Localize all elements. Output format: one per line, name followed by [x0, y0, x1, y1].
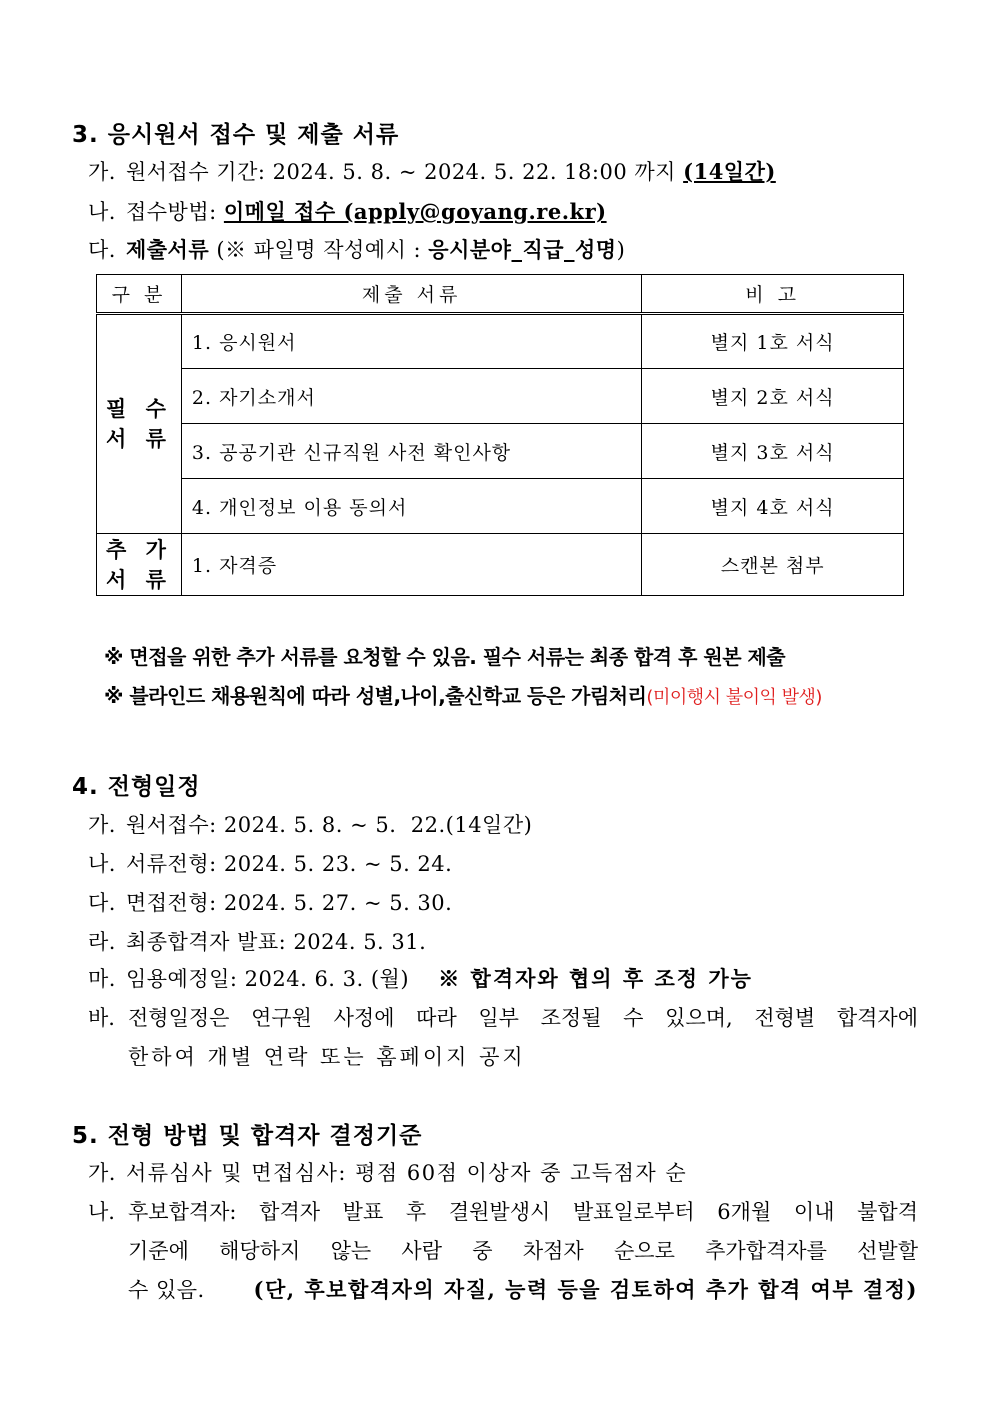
item-label: 다.: [88, 238, 116, 262]
item-label: 가.: [88, 813, 116, 837]
item-bold: (단, 후보합격자의 자질, 능력 등을 검토하여 추가 합격 여부 결정): [253, 1277, 918, 1302]
header-remarks: 비 고: [642, 275, 904, 314]
documents-table: [96, 274, 904, 596]
remark-cell: 별지 3호 서식: [642, 424, 904, 479]
remark-cell: 별지 1호 서식: [642, 314, 904, 369]
section3-item-b: [88, 196, 607, 226]
category-line: 서 류: [106, 426, 172, 451]
doc-cell: 3. 공공기관 신규직원 사전 확인사항: [181, 424, 641, 479]
section3-title: 3. 응시원서 접수 및 제출 서류: [72, 122, 400, 148]
item-bold: 제출서류: [125, 237, 210, 262]
item-text: 서류심사 및 면접심사: 평점 60점 이상자 중 고득점자 순: [125, 1161, 688, 1185]
item-text: 서류전형: 2024. 5. 23. ~ 5. 24.: [125, 852, 453, 876]
table-row: [97, 314, 904, 369]
note-text: ※ 블라인드 채용원칙에 따라 성별,나이,출신학교 등은 가림처리: [104, 684, 647, 708]
email-text: 이메일 접수 (apply@goyang.re.kr): [223, 199, 607, 224]
section5-item-b-line2: 기준에 해당하지 않는 사람 중 차점자 순으로 추가합격자를 선발할: [128, 1239, 918, 1263]
note-blind: [104, 680, 822, 709]
table-row: [97, 534, 904, 596]
item-label: 마.: [88, 967, 116, 991]
table-row: [97, 424, 904, 479]
category-required: [97, 314, 182, 534]
item-text: 접수방법:: [125, 200, 217, 224]
category-line: 추 가: [106, 536, 172, 562]
item-close: ): [616, 238, 626, 262]
note-warning: (미이행시 불이익 발생): [646, 687, 822, 708]
remark-cell: 별지 2호 서식: [642, 369, 904, 424]
item-text: 원서접수: 2024. 5. 8. ~ 5. 22.(14일간): [125, 813, 533, 837]
item-text: 수 있음.: [128, 1278, 205, 1302]
item-text: 전형일정은 연구원 사정에 따라 일부 조정될 수 있으며, 전형별 합격자에: [128, 1006, 918, 1030]
item-label: 나.: [88, 200, 116, 224]
header-category: 구 분: [97, 275, 182, 314]
doc-cell: 1. 자격증: [181, 534, 641, 596]
schedule-item-cont: 한하여 개별 연락 또는 홈페이지 공지: [128, 1045, 526, 1069]
doc-cell: 4. 개인정보 이용 동의서: [181, 479, 641, 534]
section5-title: 5. 전형 방법 및 합격자 결정기준: [72, 1123, 423, 1149]
remark-cell: 별지 4호 서식: [642, 479, 904, 534]
item-text: 면접전형: 2024. 5. 27. ~ 5. 30.: [125, 891, 453, 915]
item-text: 후보합격자: 합격자 발표 후 결원발생시 발표일로부터 6개월 이내 불합격: [128, 1200, 918, 1224]
section4-title: 4. 전형일정: [72, 774, 201, 800]
item-label: 바.: [88, 1006, 115, 1030]
doc-cell: 2. 자기소개서: [181, 369, 641, 424]
category-line: 서 류: [106, 566, 172, 592]
remark-cell: 스캔본 첨부: [642, 534, 904, 596]
schedule-item: [88, 926, 426, 956]
item-label: 나.: [88, 852, 116, 876]
section5-item-b: [88, 1196, 918, 1226]
item-text: 원서접수 기간: 2024. 5. 8. ~ 2024. 5. 22. 18:00 까지: [125, 160, 676, 184]
table-header-row: [97, 275, 904, 314]
item-label: 가.: [88, 1161, 116, 1185]
item-text: 임용예정일: 2024. 6. 3. (월): [125, 967, 410, 991]
section5-item-b-line3: [128, 1274, 918, 1304]
note-interview: ※ 면접을 위한 추가 서류를 요청할 수 있음. 필수 서류는 최종 합격 후 원본 제출: [104, 645, 786, 669]
doc-cell: 1. 응시원서: [181, 314, 641, 369]
schedule-item: [88, 809, 532, 839]
schedule-item: [88, 887, 452, 917]
table-row: [97, 479, 904, 534]
section5-item-a: [88, 1157, 687, 1187]
filename-example: 응시분야_직급_성명: [428, 237, 617, 262]
item-label: 나.: [88, 1200, 115, 1224]
item-bold: (14일간): [683, 159, 776, 184]
section3-item-c: [88, 234, 625, 264]
category-additional: [97, 534, 182, 596]
table-row: [97, 369, 904, 424]
schedule-item: [88, 848, 452, 878]
item-text: 최종합격자 발표: 2024. 5. 31.: [125, 930, 427, 954]
header-documents: 제출 서류: [181, 275, 641, 314]
section3-item-a: [88, 156, 776, 186]
item-bold: ※ 합격자와 협의 후 조정 가능: [438, 966, 753, 991]
item-label: 다.: [88, 891, 116, 915]
schedule-item: [88, 1002, 918, 1032]
item-label: 가.: [88, 160, 116, 184]
item-label: 라.: [88, 930, 116, 954]
item-text: (※ 파일명 작성예시 :: [216, 238, 422, 262]
category-line: 필 수: [106, 396, 172, 421]
schedule-item: [88, 963, 753, 993]
